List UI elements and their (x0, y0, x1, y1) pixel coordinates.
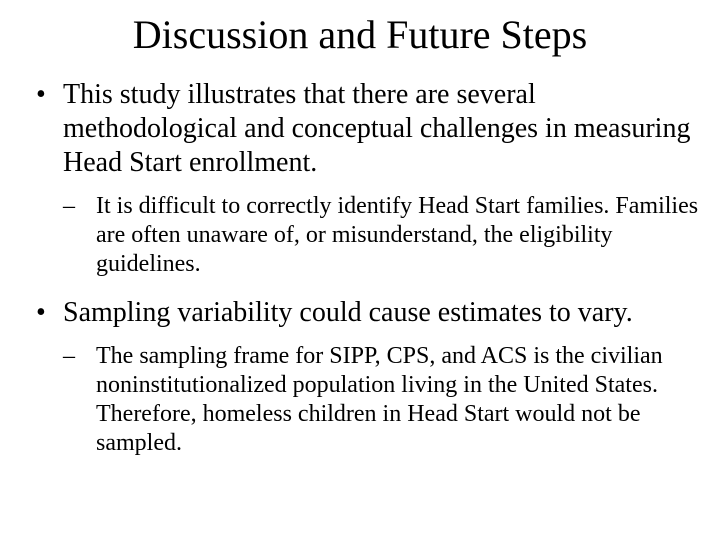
sub-bullet-marker: – (63, 343, 75, 369)
bullet-item (36, 296, 700, 458)
bullet-list (36, 78, 700, 458)
bullet-marker: • (36, 79, 46, 110)
sub-bullet-list (63, 342, 700, 458)
sub-bullet-text: The sampling frame for SIPP, CPS, and ACS is the civilian noninstitutionalized population living in the United States. Therefore, homeless children in Head Start would not be sampled. (96, 343, 663, 456)
sub-bullet-item (63, 342, 700, 458)
bullet-text: This study illustrates that there are several methodological and conceptual challenges in measuring Head Start enrollment. (63, 79, 691, 178)
bullet-item (36, 78, 700, 279)
slide-title: Discussion and Future Steps (132, 12, 588, 57)
bullet-text: Sampling variability could cause estimates to vary. (63, 297, 633, 328)
sub-bullet-item (63, 192, 700, 279)
sub-bullet-list (63, 192, 700, 279)
bullet-marker: • (36, 297, 46, 328)
sub-bullet-text: It is difficult to correctly identify Head Start families. Families are often unaware of, or misunderstand, the eligibility guidelines. (96, 193, 699, 277)
sub-bullet-marker: – (63, 193, 75, 219)
